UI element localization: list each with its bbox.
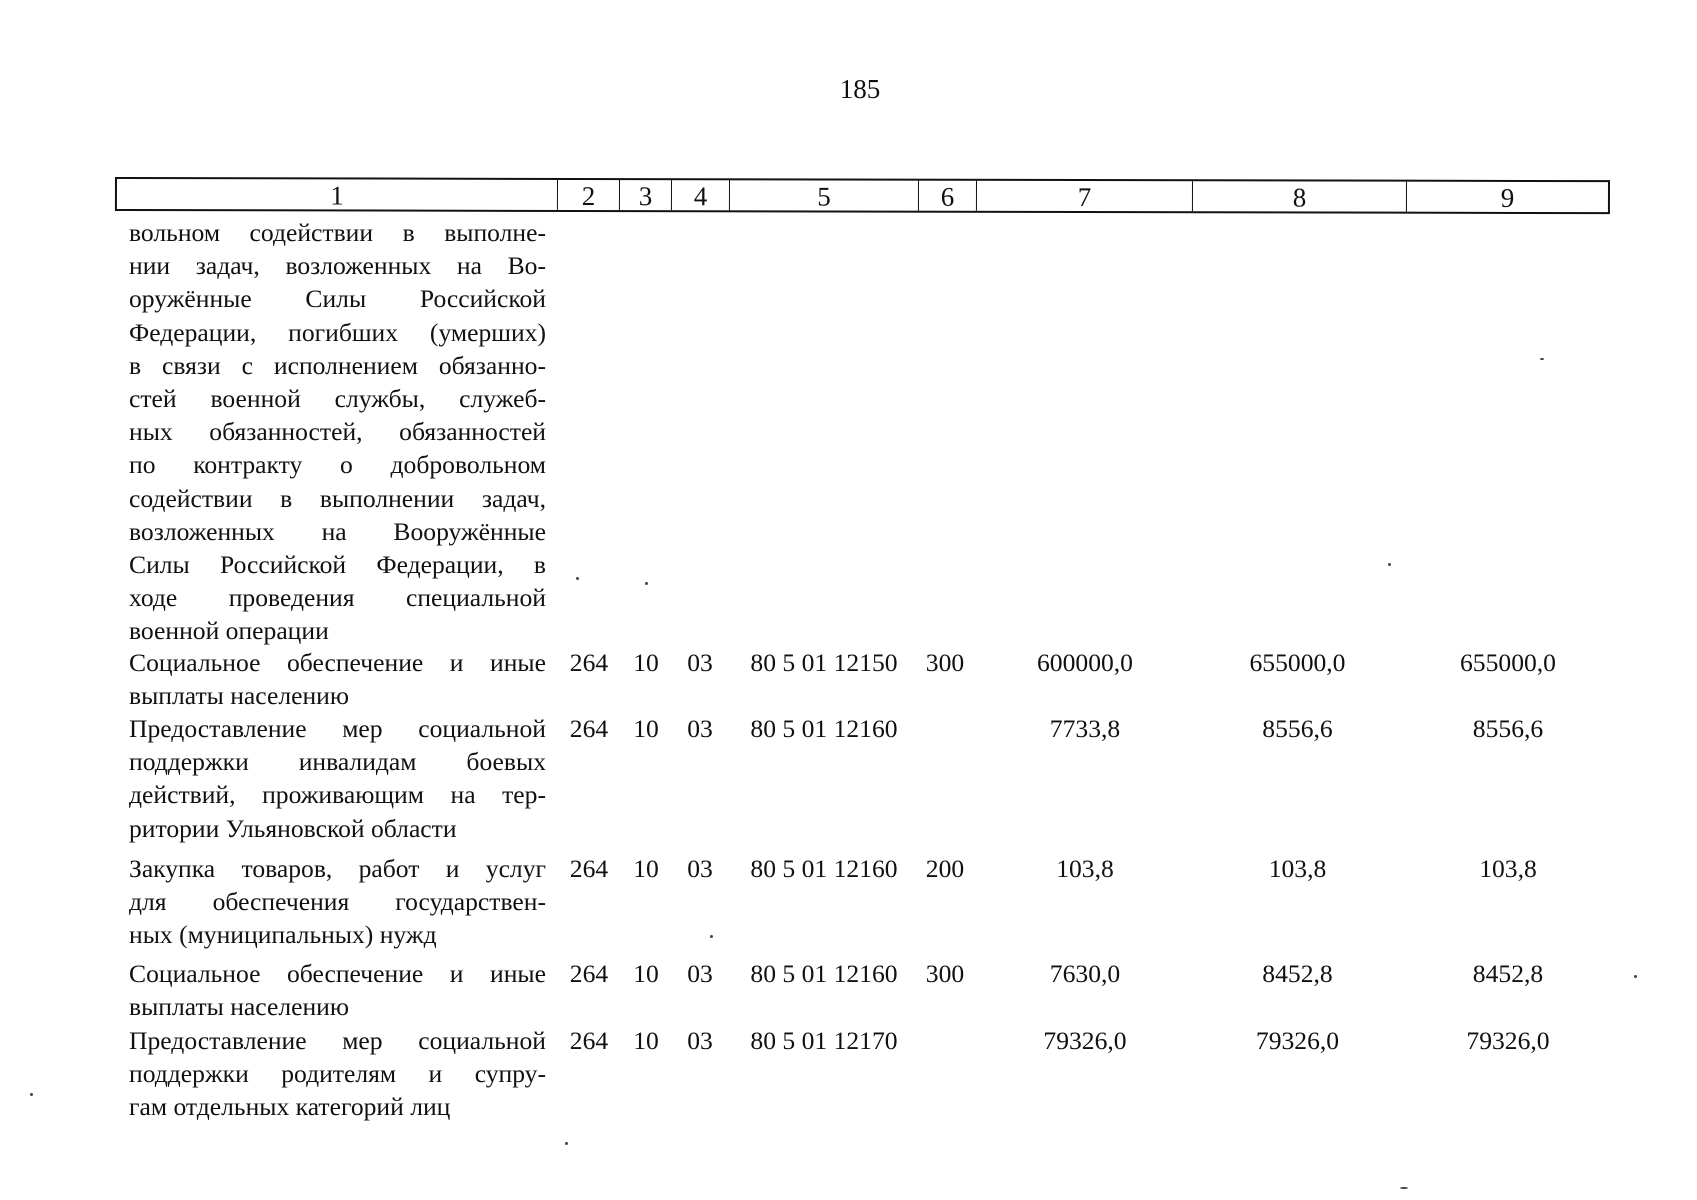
row-description (129, 216, 546, 648)
description-line: Силы Российской Федерации, в (129, 550, 546, 580)
row-description (129, 957, 546, 1023)
description-line: поддержки инвалидам боевых (129, 747, 546, 777)
cell-col-5: 80 5 01 12160 (750, 854, 898, 883)
cell-col-8: 8556,6 (1262, 714, 1333, 743)
description-line: выплаты населению (129, 681, 349, 711)
cell-col-4: 03 (687, 959, 713, 988)
cell-col-8: 8452,8 (1262, 959, 1333, 988)
cell-col-5: 80 5 01 12160 (750, 959, 898, 988)
row-description (129, 712, 546, 845)
cell-col-5: 80 5 01 12170 (750, 1026, 898, 1055)
description-line: Социальное обеспечение и иные (129, 959, 546, 988)
header-col-5: 5 (730, 180, 919, 210)
cell-col-8: 655000,0 (1249, 648, 1346, 677)
row-description (129, 1024, 546, 1124)
description-line: ходе проведения специальной (129, 583, 546, 613)
scan-speck (30, 1093, 33, 1096)
page-number: 185 (839, 74, 881, 104)
description-line: для обеспечения государствен- (129, 887, 546, 917)
cell-col-7: 7733,8 (1049, 714, 1121, 743)
scan-speck (645, 582, 648, 585)
description-line: ных обязанностей, обязанностей (129, 417, 546, 447)
cell-col-4: 03 (687, 714, 713, 743)
description-line: содействии в выполнении задач, (129, 483, 546, 513)
cell-col-7: 7630,0 (1049, 959, 1121, 988)
cell-col-2: 264 (569, 1026, 609, 1055)
scan-speck (565, 1142, 568, 1145)
cell-col-3: 10 (633, 854, 659, 883)
description-line: выплаты населению (129, 992, 349, 1022)
cell-col-5: 80 5 01 12160 (750, 714, 898, 743)
description-line: стей военной службы, служеб- (129, 384, 546, 414)
description-line: ных (муниципальных) нужд (129, 920, 437, 950)
cell-col-9: 79326,0 (1466, 1026, 1550, 1055)
description-line: Предоставление мер социальной (129, 1026, 546, 1055)
cell-col-4: 03 (687, 648, 713, 677)
scan-speck (1540, 358, 1544, 360)
cell-col-4: 03 (687, 1026, 713, 1055)
cell-col-3: 10 (633, 1026, 659, 1055)
cell-col-3: 10 (633, 714, 659, 743)
scan-speck (1388, 563, 1391, 566)
description-line: действий, проживающим на тер- (129, 780, 546, 810)
description-line: Предоставление мер социальной (129, 714, 546, 743)
cell-col-3: 10 (633, 648, 659, 677)
header-col-2: 2 (558, 180, 620, 210)
cell-col-9: 8452,8 (1472, 959, 1544, 988)
header-col-1: 1 (117, 179, 558, 210)
cell-col-2: 264 (569, 959, 609, 988)
description-line: Закупка товаров, работ и услуг (129, 854, 546, 883)
header-col-4: 4 (672, 180, 730, 210)
scan-speck (576, 577, 579, 580)
cell-col-9: 103,8 (1479, 854, 1537, 883)
description-line: гам отдельных категорий лиц (129, 1092, 451, 1122)
description-line: Федерации, погибших (умерших) (129, 317, 546, 347)
header-col-7: 7 (977, 181, 1193, 211)
description-line: в связи с исполнением обязанно- (129, 350, 546, 380)
cell-col-7: 103,8 (1056, 854, 1114, 883)
cell-col-2: 264 (569, 714, 609, 743)
cell-col-9: 655000,0 (1460, 648, 1556, 677)
header-col-8: 8 (1193, 181, 1407, 211)
cell-col-2: 264 (569, 648, 609, 677)
cell-col-9: 8556,6 (1472, 714, 1544, 743)
scan-speck (1400, 1187, 1408, 1189)
row-description (129, 852, 546, 952)
cell-col-6: 200 (925, 854, 965, 883)
cell-col-6: 300 (925, 959, 965, 988)
description-line: нии задач, возложенных на Во- (129, 251, 546, 281)
header-col-6: 6 (919, 181, 977, 211)
cell-col-8: 103,8 (1268, 854, 1327, 883)
cell-col-5: 80 5 01 12150 (750, 648, 898, 677)
description-line: оружённые Силы Российской (129, 284, 546, 314)
description-line: по контракту о добровольном (129, 450, 546, 480)
table-header (115, 177, 1610, 214)
description-line: военной операции (129, 616, 329, 646)
cell-col-3: 10 (633, 959, 659, 988)
scan-speck (710, 935, 713, 938)
cell-col-6: 300 (925, 648, 965, 677)
description-line: поддержки родителям и супру- (129, 1059, 546, 1089)
row-description (129, 646, 546, 712)
cell-col-8: 79326,0 (1255, 1026, 1340, 1055)
scan-speck (1634, 975, 1637, 978)
cell-col-7: 600000,0 (1037, 648, 1133, 677)
description-line: Социальное обеспечение и иные (129, 648, 546, 677)
description-line: вольном содействии в выполне- (129, 218, 546, 247)
cell-col-2: 264 (569, 854, 609, 883)
header-col-3: 3 (620, 180, 672, 210)
description-line: возложенных на Вооружённые (129, 516, 546, 546)
cell-col-7: 79326,0 (1043, 1026, 1127, 1055)
header-col-9: 9 (1500, 182, 1515, 213)
cell-col-4: 03 (687, 854, 713, 883)
description-line: ритории Ульяновской области (129, 813, 457, 843)
